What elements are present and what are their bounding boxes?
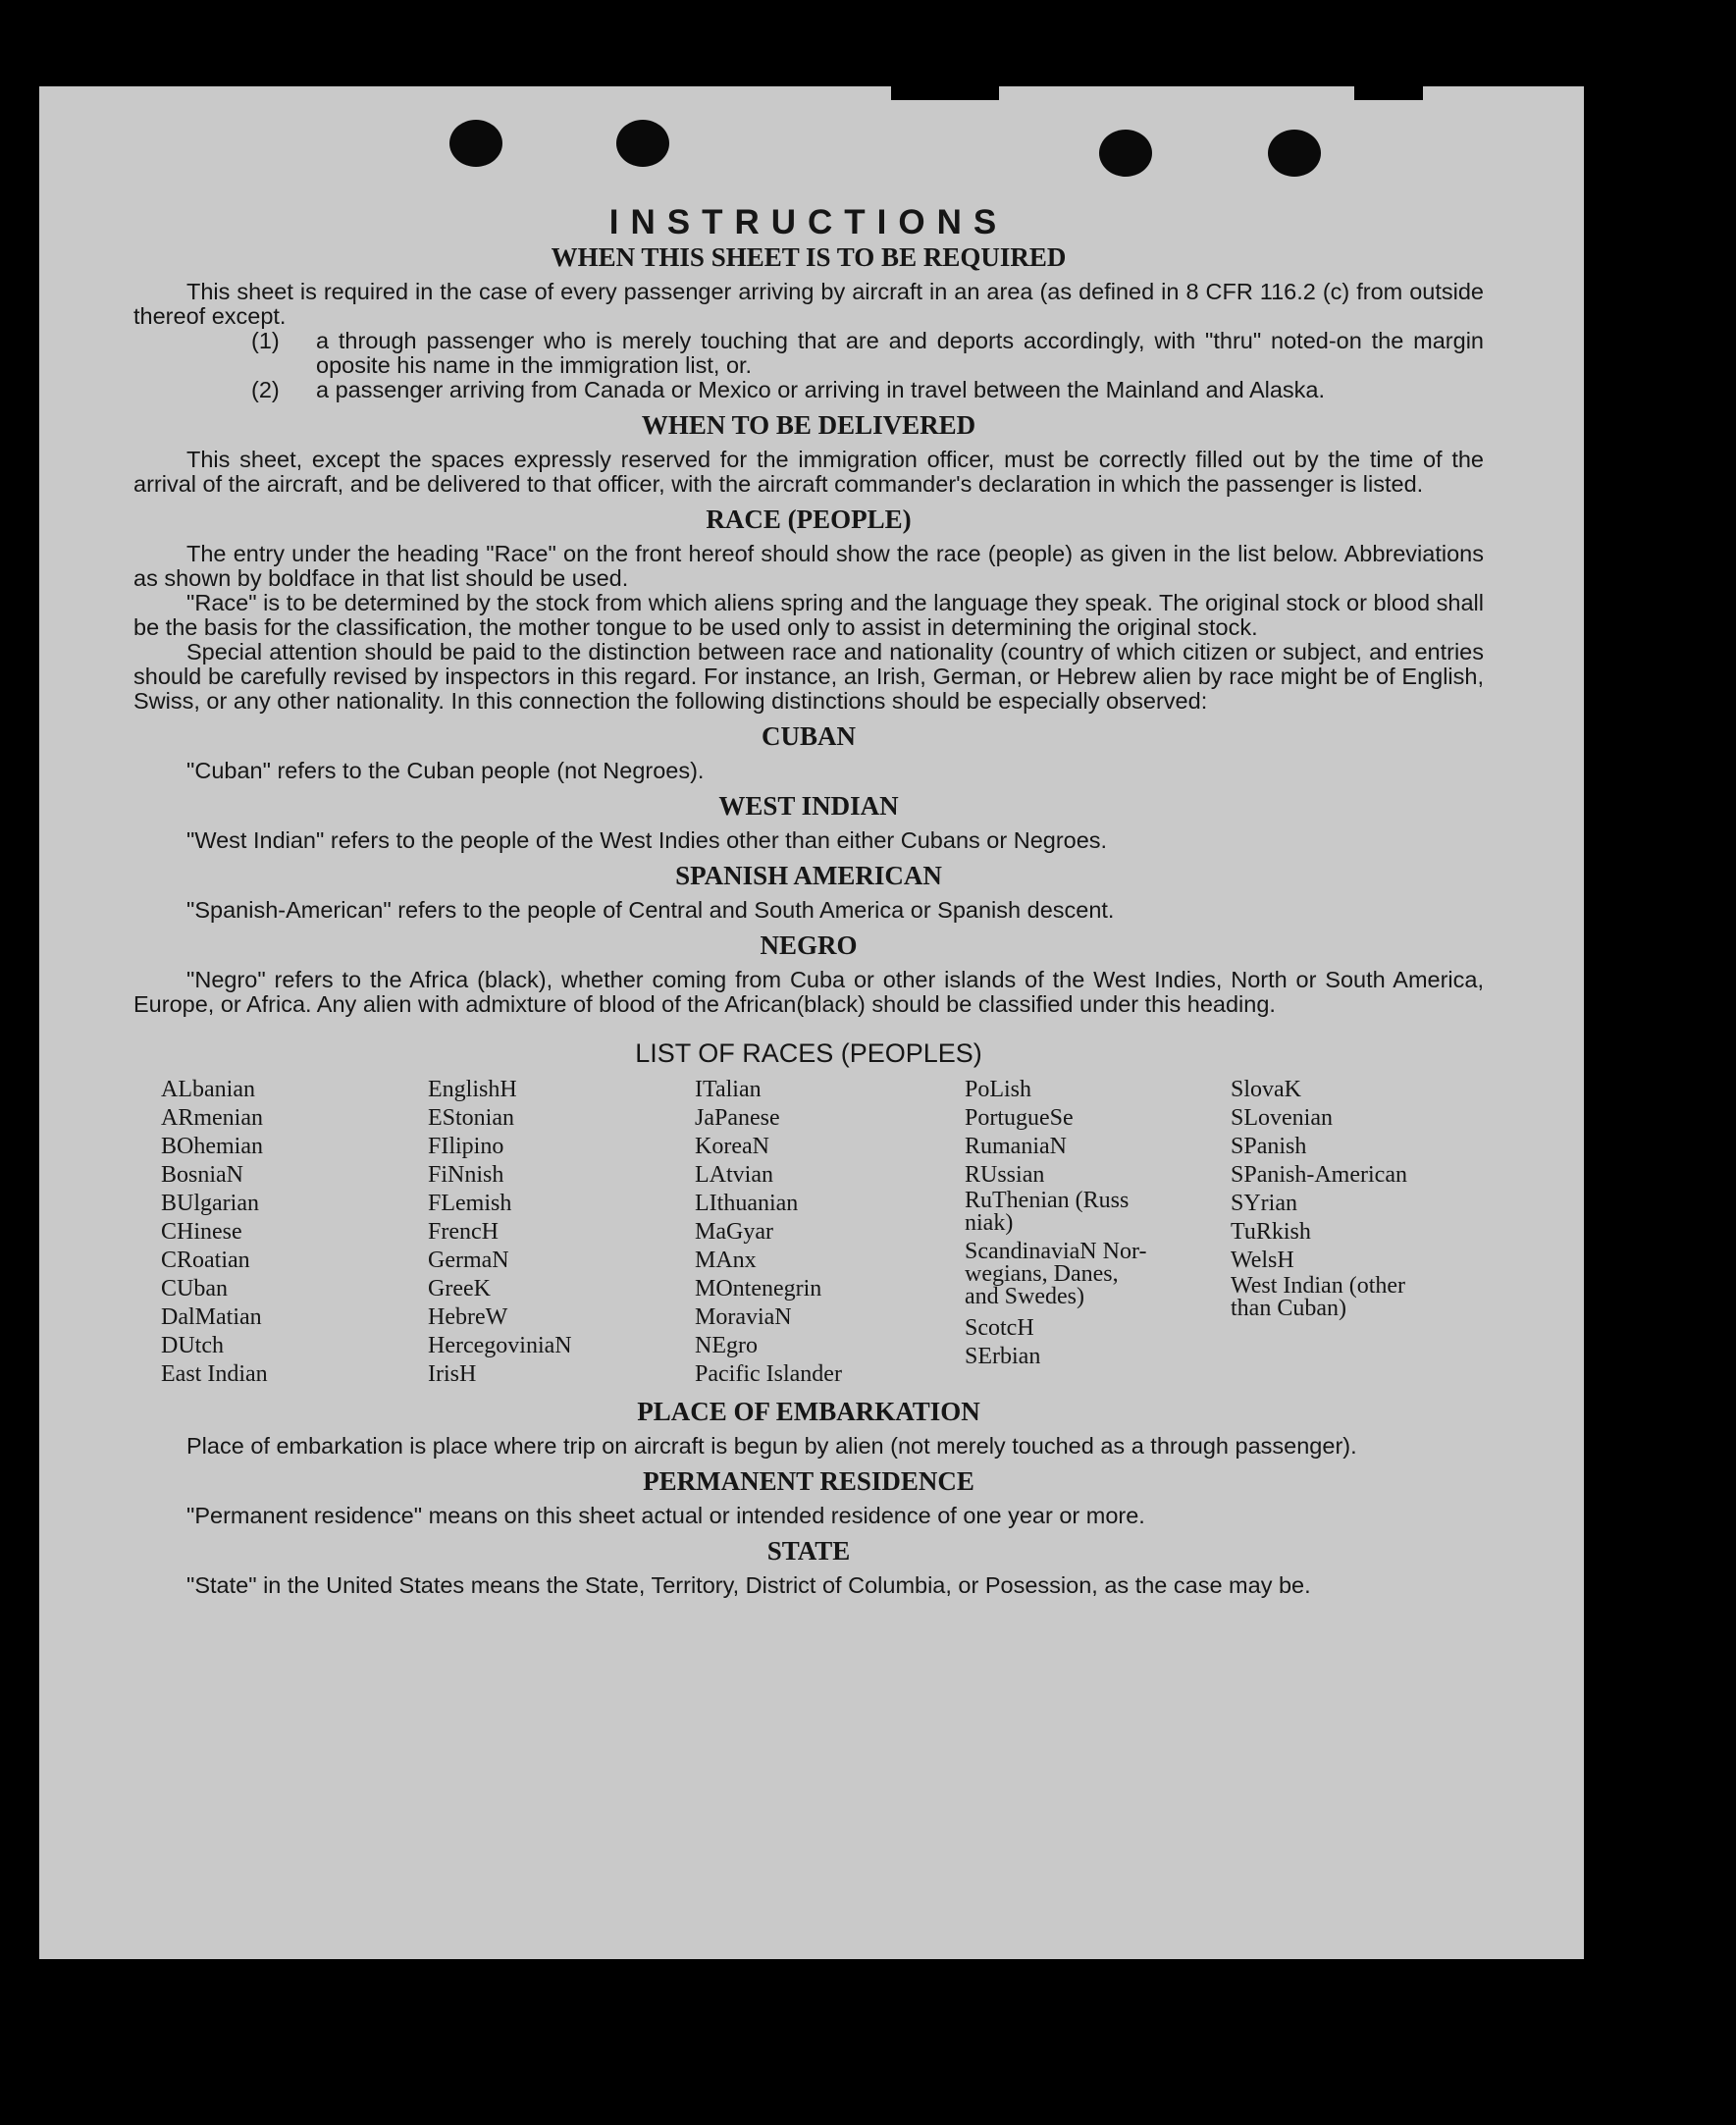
race-item: MaGyar: [695, 1219, 773, 1245]
race-item: EStonian: [428, 1105, 514, 1131]
race-item: WelsH: [1231, 1248, 1294, 1273]
race-item: ITalian: [695, 1077, 762, 1102]
section-heading: STATE: [766, 1536, 851, 1566]
race-item: GreeK: [428, 1276, 491, 1302]
item-text: a through passenger who is merely touching that are and deports accordingly, with "thru" noted-on the margin oposite his name in the immigration list, or.: [316, 328, 1484, 378]
race-item: HercegoviniaN: [428, 1333, 572, 1358]
punch-hole: [616, 120, 669, 167]
race-item: CRoatian: [161, 1248, 250, 1273]
section-heading: RACE (PEOPLE): [706, 505, 912, 534]
race-item: Pacific Islander: [695, 1361, 842, 1387]
races-column: [161, 1076, 428, 1389]
item-number: (1): [251, 328, 280, 353]
section-paragraph: This sheet, except the spaces expressly reserved for the immigration officer, must be correctly filled out by the time of the arrival of the aircraft, and be delivered to that officer, with the aircraft commander's declaration in which the passenger is listed.: [133, 447, 1484, 497]
races-heading: LIST OF RACES (PEOPLES): [635, 1038, 982, 1068]
punch-hole: [1268, 130, 1321, 177]
race-item: IrisH: [428, 1361, 477, 1387]
race-item: SPanish: [1231, 1134, 1307, 1159]
race-item: CUban: [161, 1276, 228, 1302]
race-item: DUtch: [161, 1333, 224, 1358]
punch-hole: [1099, 130, 1152, 177]
race-item: FiNnish: [428, 1162, 504, 1188]
race-item: TuRkish: [1231, 1219, 1311, 1245]
section-paragraph: Place of embarkation is place where trip on aircraft is begun by alien (not merely touched as a through passenger).: [186, 1433, 1357, 1459]
race-item: EnglishH: [428, 1077, 517, 1102]
section-paragraph: "Cuban" refers to the Cuban people (not Negroes).: [186, 758, 705, 783]
race-item: SPanish-American: [1231, 1162, 1407, 1188]
race-item: LIthuanian: [695, 1191, 799, 1216]
race-item: BUlgarian: [161, 1191, 259, 1216]
section-paragraph: The entry under the heading "Race" on the front hereof should show the race (people) as given in the list below. Abbreviations as shown by boldface in that list should be used.: [133, 541, 1484, 591]
item-text: a passenger arriving from Canada or Mexico or arriving in travel between the Mainland and Alaska.: [316, 377, 1326, 402]
item-number: (2): [251, 377, 280, 402]
race-item: SErbian: [965, 1344, 1041, 1369]
section-heading: WHEN TO BE DELIVERED: [641, 410, 976, 440]
race-item: BosniaN: [161, 1162, 243, 1188]
race-item: BOhemian: [161, 1134, 263, 1159]
races-list: [161, 1076, 1484, 1389]
race-item: ALbanian: [161, 1077, 255, 1102]
section-heading: NEGRO: [760, 930, 858, 960]
section-paragraph: "West Indian" refers to the people of the West Indies other than either Cubans or Negroes.: [186, 827, 1108, 853]
race-item: ScandinaviaN Nor- wegians, Danes, and Swedes): [965, 1239, 1147, 1309]
race-item: FIlipino: [428, 1134, 504, 1159]
race-item: SYrian: [1231, 1191, 1297, 1216]
race-item: GermaN: [428, 1248, 509, 1273]
section-paragraph: "State" in the United States means the State, Territory, District of Columbia, or Posession, as the case may be.: [186, 1572, 1311, 1598]
race-item: NEgro: [695, 1333, 758, 1358]
page-title: INSTRUCTIONS: [608, 203, 1009, 241]
section-heading: PERMANENT RESIDENCE: [643, 1466, 974, 1496]
race-item: RumaniaN: [965, 1134, 1067, 1159]
race-item: MAnx: [695, 1248, 757, 1273]
race-item: RUssian: [965, 1162, 1045, 1188]
section-paragraph: "Race" is to be determined by the stock from which aliens spring and the language they speak. The original stock or blood shall be the basis for the classification, the mother tongue to be used only to assist in determining the original stock.: [133, 590, 1484, 640]
section-paragraph: "Negro" refers to the Africa (black), whether coming from Cuba or other islands of the West Indies, North or South America, Europe, or Africa. Any alien with admixture of blood of the African(black) should be classified under this heading.: [133, 967, 1484, 1017]
document-sheet: [39, 86, 1584, 1959]
races-column: [965, 1076, 1231, 1389]
section-heading: WEST INDIAN: [718, 791, 899, 821]
race-item: MoraviaN: [695, 1304, 792, 1330]
section-paragraph: This sheet is required in the case of every passenger arriving by aircraft in an area (as defined in 8 CFR 116.2 (c) from outside thereof except.: [133, 279, 1484, 329]
race-item: FLemish: [428, 1191, 512, 1216]
race-item: East Indian: [161, 1361, 268, 1387]
race-item: SlovaK: [1231, 1077, 1301, 1102]
race-item: DalMatian: [161, 1304, 262, 1330]
race-item: PortugueSe: [965, 1105, 1074, 1131]
races-column: [695, 1076, 965, 1389]
section-paragraph: "Permanent residence" means on this sheet actual or intended residence of one year or more.: [186, 1503, 1145, 1528]
race-item: LAtvian: [695, 1162, 773, 1188]
races-column: [1231, 1076, 1486, 1389]
section-heading: SPANISH AMERICAN: [675, 861, 942, 890]
race-item: HebreW: [428, 1304, 508, 1330]
race-item: SLovenian: [1231, 1105, 1333, 1131]
race-item: KoreaN: [695, 1134, 769, 1159]
race-item: FrencH: [428, 1219, 499, 1245]
race-item: CHinese: [161, 1219, 242, 1245]
race-item: PoLish: [965, 1077, 1032, 1102]
instructions-content: [133, 203, 1484, 1598]
torn-edge: [1354, 86, 1423, 100]
races-column: [428, 1076, 695, 1389]
race-item: ARmenian: [161, 1105, 263, 1131]
race-item: ScotcH: [965, 1315, 1034, 1341]
race-item: JaPanese: [695, 1105, 780, 1131]
race-item: West Indian (other than Cuban): [1231, 1273, 1406, 1321]
section-paragraph: Special attention should be paid to the distinction between race and nationality (country of which citizen or subject, and entries should be carefully revised by inspectors in this regard. For instance, an Irish, German, or Hebrew alien by race might be of English, Swiss, or any other nationality. In this connection the following distinctions should be especially observed:: [133, 639, 1484, 714]
punch-hole: [449, 120, 502, 167]
race-item: MOntenegrin: [695, 1276, 822, 1302]
torn-edge: [891, 86, 999, 100]
section-heading: WHEN THIS SHEET IS TO BE REQUIRED: [551, 242, 1067, 272]
race-item: RuThenian (Russ niak): [965, 1188, 1130, 1236]
section-heading: CUBAN: [761, 721, 856, 751]
list-item: [251, 378, 1484, 402]
section-paragraph: "Spanish-American" refers to the people of Central and South America or Spanish descent.: [186, 897, 1115, 923]
list-item: [251, 329, 1484, 378]
section-heading: PLACE OF EMBARKATION: [637, 1397, 980, 1426]
